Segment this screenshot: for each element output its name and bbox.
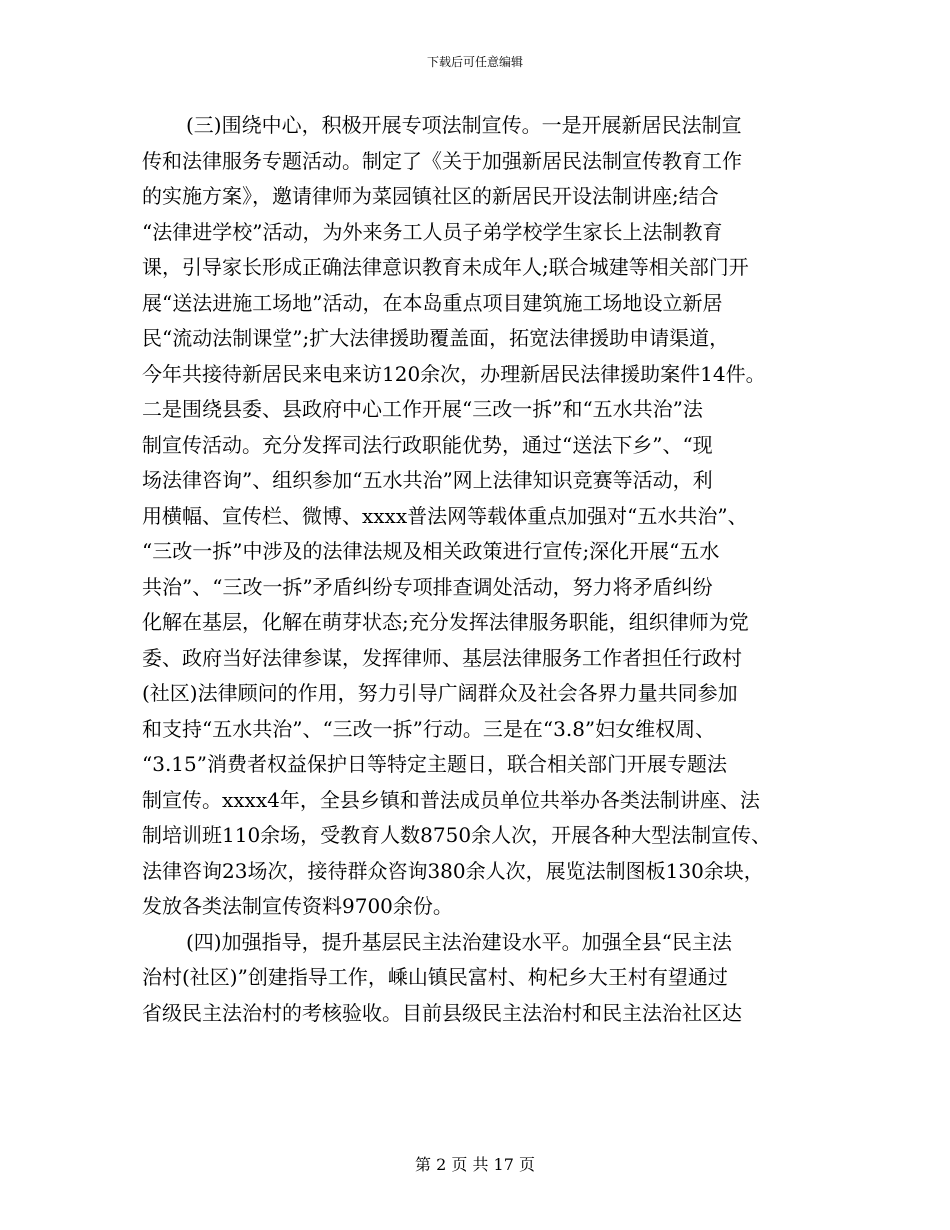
text-line: 的实施方案》，邀请律师为菜园镇社区的新居民开设法制讲座;结合	[142, 184, 719, 208]
text-line: 用横幅、宣传栏、微博、xxxx普法网等载体重点加强对“五水共治”、	[142, 503, 748, 528]
text-line: (三)围绕中心，积极开展专项法制宣传。一是开展新居民法制宣	[186, 113, 742, 137]
document-body	[142, 108, 822, 1031]
text-line: 共治”、“三改一拆”矛盾纠纷专项排查调处活动，努力将矛盾纠纷	[142, 574, 713, 599]
text-line: 和支持“五水共治”、“三改一拆”行动。三是在“3.8”妇女维权周、	[142, 716, 716, 741]
text-line: 课，引导家长形成正确法律意识教育未成年人;联合城建等相关部门开	[142, 255, 749, 279]
page-header: 下载后可任意编辑	[426, 55, 523, 69]
text-line: 二是围绕县委、县政府中心工作开展“三改一拆”和“五水共治”法	[142, 397, 703, 421]
text-line: (社区)法律顾问的作用，努力引导广阔群众及社会各界力量共同参加	[142, 681, 738, 705]
text-line: 委、政府当好法律参谋，发挥律师、基层法律服务工作者担任行政村	[142, 645, 742, 670]
text-line: “三改一拆”中涉及的法律法规及相关政策进行宣传;深化开展“五水	[142, 539, 720, 563]
text-line: 场法律咨询”、组织参加“五水共治”网上法律知识竞赛等活动，利	[142, 468, 713, 492]
text-line: “3.15”消费者权益保护日等特定主题日，联合相关部门开展专题法	[142, 752, 727, 776]
text-line: 传和法律服务专题活动。制定了《关于加强新居民法制宣传教育工作	[142, 148, 742, 173]
text-line: 化解在基层，化解在萌芽状态;充分发挥法律服务职能，组织律师为党	[142, 610, 749, 634]
text-line: 制宣传。xxxx4年，全县乡镇和普法成员单位共举办各类法制讲座、法	[142, 787, 760, 812]
text-line: 制宣传活动。充分发挥司法行政职能优势，通过“送法下乡”、“现	[142, 432, 713, 457]
text-line: 展“送法进施工场地”活动，在本岛重点项目建筑施工场地设立新居	[142, 290, 723, 315]
text-line: 法律咨询23场次，接待群众咨询380余人次，展览法制图板130余块，	[142, 858, 764, 883]
text-line: 今年共接待新居民来电来访120余次，办理新居民法律援助案件14件。	[142, 361, 766, 386]
text-line: 治村(社区)”创建指导工作，嵊山镇民富村、枸杞乡大王村有望通过	[142, 965, 728, 989]
text-line: 民“流动法制课堂”;扩大法律援助覆盖面，拓宽法律援助申请渠道，	[142, 326, 730, 350]
page-number: 第 2 页 共 17 页	[415, 1155, 535, 1174]
text-line: 发放各类法制宣传资料9700余份。	[142, 894, 453, 918]
text-line: 省级民主法治村的考核验收。目前县级民主法治村和民主法治社区达	[142, 1000, 742, 1025]
text-line: “法律进学校”活动，为外来务工人员子弟学校学生家长上法制教育	[142, 219, 723, 244]
text-line: 制培训班110余场，受教育人数8750余人次，开展各种大型法制宣传、	[142, 823, 772, 847]
text-line: (四)加强指导，提升基层民主法治建设水平。加强全县“民主法	[186, 929, 732, 954]
